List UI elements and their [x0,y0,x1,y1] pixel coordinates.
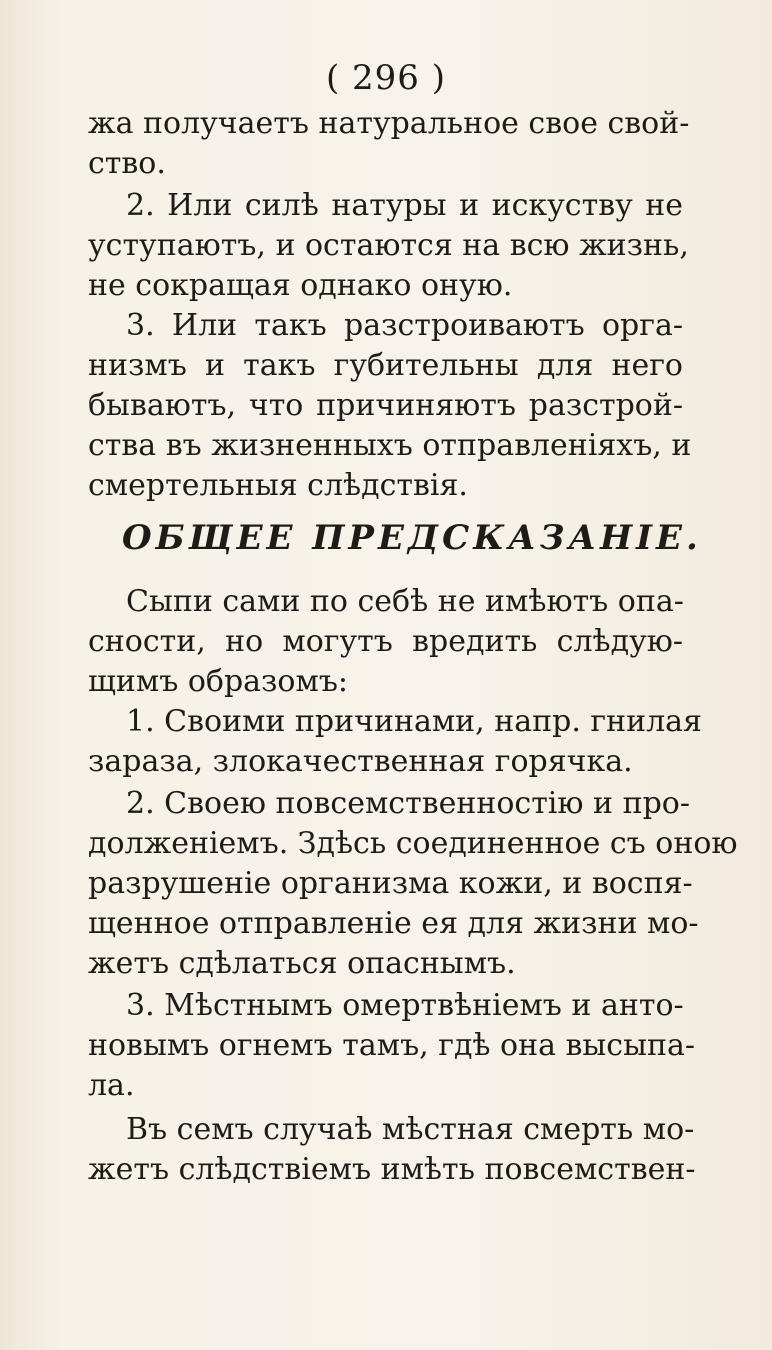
text-line: смертельныя слѣдствія. [88,468,468,503]
text-line: 3. Или такъ разстроиваютъ орга- [126,308,683,343]
section-heading: ОБЩЕЕ ПРЕДСКАЗАНІЕ. [122,518,702,558]
text-line: ла. [88,1068,135,1103]
text-line: жетъ слѣдствіемъ имѣть повсемствен- [88,1152,696,1187]
text-line: щимъ образомъ: [88,664,349,699]
text-line: Въ семъ случаѣ мѣстная смерть мо- [126,1112,695,1147]
text-line: зараза, злокачественная горячка. [88,744,633,779]
text-line: ство. [88,146,166,181]
text-line: ства въ жизненныхъ отправленіяхъ, и [88,428,692,463]
text-line: 1. Своими причинами, напр. гнилая [126,704,702,739]
text-line: жетъ сдѣлаться опаснымъ. [88,946,516,981]
text-line: 2. Или силѣ натуры и искуству не [126,188,683,223]
text-line: 3. Мѣстнымъ омертвѣніемъ и анто- [126,988,684,1023]
text-line: сности, но могутъ вредить слѣдую- [88,624,683,659]
text-line: не сокращая однако оную. [88,268,513,303]
text-line: новымъ огнемъ тамъ, гдѣ она высыпа- [88,1028,696,1063]
text-line: долженіемъ. Здѣсь соединенное съ оною [88,826,738,861]
text-line: бываютъ, что причиняютъ разстрой- [88,388,683,423]
text-line: жа получаетъ натуральное свое свой- [88,106,690,141]
text-line: 2. Своею повсемственностію и про- [126,786,690,821]
page-number: ( 296 ) [325,58,447,98]
text-line: низмъ и такъ губительны для него [88,348,683,383]
text-line: щенное отправленіе ея для жизни мо- [88,906,699,941]
text-line: разрушеніе организма кожи, и воспя- [88,866,693,901]
text-line: Сыпи сами по себѣ не имѣютъ опа- [126,584,684,619]
text-line: уступаютъ, и остаются на всю жизнь, [88,228,689,263]
